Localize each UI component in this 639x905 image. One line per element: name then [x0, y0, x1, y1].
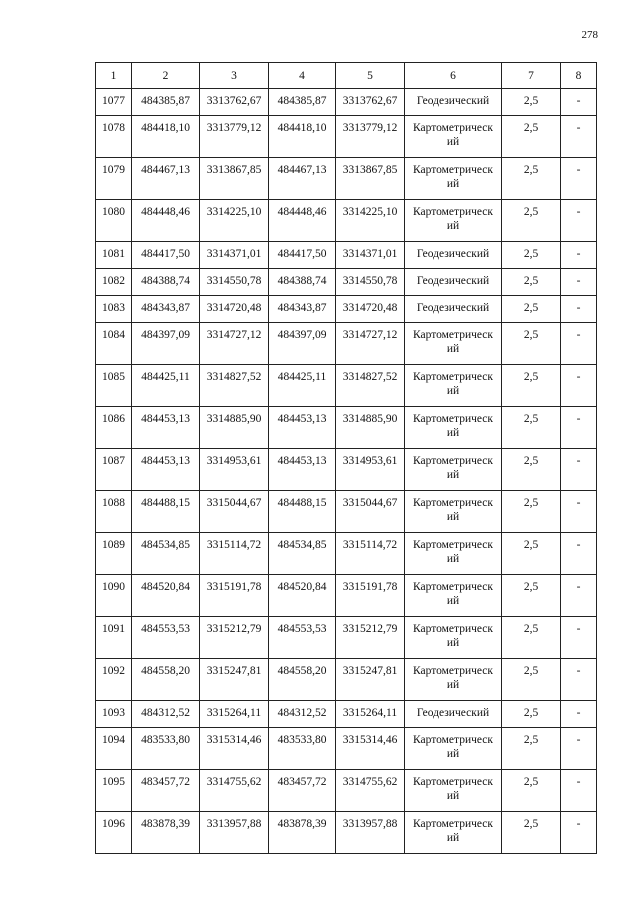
y-coordinate-cell: 3313957,88	[200, 812, 269, 854]
y-coordinate-cell: 3313779,12	[200, 116, 269, 158]
method-cell	[405, 659, 502, 701]
point-number-cell: 1084	[96, 323, 132, 365]
y-coordinate-cell: 3313762,67	[336, 89, 405, 116]
method-cell	[405, 323, 502, 365]
y-coordinate-cell: 3315247,81	[200, 659, 269, 701]
x-coordinate-cell: 484520,84	[132, 575, 200, 617]
method-cell	[405, 296, 502, 323]
point-number-cell: 1079	[96, 158, 132, 200]
column-header: 8	[561, 63, 597, 89]
point-number-cell: 1091	[96, 617, 132, 659]
method-text: Картометрическ	[413, 818, 493, 830]
table-row	[96, 659, 597, 701]
method-text: Геодезический	[416, 707, 490, 719]
column-header: 4	[269, 63, 336, 89]
method-text: ий	[446, 553, 460, 565]
table-row	[96, 158, 597, 200]
method-text: ий	[446, 469, 460, 481]
method-text: ий	[446, 832, 460, 844]
point-number-cell: 1081	[96, 242, 132, 269]
accuracy-cell: 2,5	[502, 728, 561, 770]
method-text: ий	[446, 511, 460, 523]
y-coordinate-cell: 3314953,61	[336, 449, 405, 491]
y-coordinate-cell: 3314371,01	[336, 242, 405, 269]
point-number-cell: 1095	[96, 770, 132, 812]
column-header: 5	[336, 63, 405, 89]
table-row	[96, 449, 597, 491]
x-coordinate-cell: 484453,13	[269, 449, 336, 491]
x-coordinate-cell: 484417,50	[132, 242, 200, 269]
y-coordinate-cell: 3314827,52	[336, 365, 405, 407]
note-cell: -	[561, 770, 597, 812]
note-cell: -	[561, 812, 597, 854]
x-coordinate-cell: 483457,72	[269, 770, 336, 812]
method-text: Геодезический	[416, 95, 490, 107]
x-coordinate-cell: 483533,80	[269, 728, 336, 770]
table-row	[96, 365, 597, 407]
y-coordinate-cell: 3313957,88	[336, 812, 405, 854]
method-text: ий	[446, 343, 460, 355]
method-cell	[405, 158, 502, 200]
x-coordinate-cell: 484453,13	[132, 407, 200, 449]
y-coordinate-cell: 3314885,90	[336, 407, 405, 449]
x-coordinate-cell: 484385,87	[269, 89, 336, 116]
method-cell	[405, 269, 502, 296]
accuracy-cell: 2,5	[502, 491, 561, 533]
method-text: Геодезический	[416, 248, 490, 260]
method-text: Картометрическ	[413, 164, 493, 176]
x-coordinate-cell: 484343,87	[132, 296, 200, 323]
x-coordinate-cell: 484312,52	[132, 701, 200, 728]
point-number-cell: 1087	[96, 449, 132, 491]
x-coordinate-cell: 484397,09	[132, 323, 200, 365]
point-number-cell: 1089	[96, 533, 132, 575]
y-coordinate-cell: 3314225,10	[336, 200, 405, 242]
y-coordinate-cell: 3313867,85	[200, 158, 269, 200]
table-row	[96, 491, 597, 533]
note-cell: -	[561, 617, 597, 659]
x-coordinate-cell: 484312,52	[269, 701, 336, 728]
x-coordinate-cell: 483533,80	[132, 728, 200, 770]
point-number-cell: 1096	[96, 812, 132, 854]
method-cell	[405, 728, 502, 770]
method-cell	[405, 407, 502, 449]
note-cell: -	[561, 116, 597, 158]
method-text: Картометрическ	[413, 122, 493, 134]
y-coordinate-cell: 3315044,67	[336, 491, 405, 533]
note-cell: -	[561, 533, 597, 575]
accuracy-cell: 2,5	[502, 269, 561, 296]
x-coordinate-cell: 484488,15	[269, 491, 336, 533]
x-coordinate-cell: 484453,13	[269, 407, 336, 449]
y-coordinate-cell: 3315264,11	[200, 701, 269, 728]
y-coordinate-cell: 3315314,46	[336, 728, 405, 770]
method-text: Геодезический	[416, 275, 490, 287]
accuracy-cell: 2,5	[502, 323, 561, 365]
y-coordinate-cell: 3315212,79	[336, 617, 405, 659]
x-coordinate-cell: 484425,11	[132, 365, 200, 407]
accuracy-cell: 2,5	[502, 296, 561, 323]
column-header: 7	[502, 63, 561, 89]
table-body	[96, 89, 597, 854]
accuracy-cell: 2,5	[502, 89, 561, 116]
x-coordinate-cell: 483457,72	[132, 770, 200, 812]
method-cell	[405, 812, 502, 854]
x-coordinate-cell: 484553,53	[132, 617, 200, 659]
table-row	[96, 812, 597, 854]
y-coordinate-cell: 3315191,78	[336, 575, 405, 617]
note-cell: -	[561, 200, 597, 242]
accuracy-cell: 2,5	[502, 407, 561, 449]
table-row	[96, 617, 597, 659]
point-number-cell: 1080	[96, 200, 132, 242]
method-text: Картометрическ	[413, 539, 493, 551]
method-text: Геодезический	[416, 302, 490, 314]
y-coordinate-cell: 3314720,48	[336, 296, 405, 323]
x-coordinate-cell: 484553,53	[269, 617, 336, 659]
note-cell: -	[561, 296, 597, 323]
note-cell: -	[561, 491, 597, 533]
point-number-cell: 1082	[96, 269, 132, 296]
y-coordinate-cell: 3314727,12	[336, 323, 405, 365]
method-text: Картометрическ	[413, 371, 493, 383]
method-cell	[405, 575, 502, 617]
y-coordinate-cell: 3314885,90	[200, 407, 269, 449]
accuracy-cell: 2,5	[502, 701, 561, 728]
method-text: ий	[446, 679, 460, 691]
point-number-cell: 1090	[96, 575, 132, 617]
y-coordinate-cell: 3314755,62	[336, 770, 405, 812]
note-cell: -	[561, 575, 597, 617]
y-coordinate-cell: 3314727,12	[200, 323, 269, 365]
method-cell	[405, 449, 502, 491]
accuracy-cell: 2,5	[502, 116, 561, 158]
method-text: Картометрическ	[413, 413, 493, 425]
table-row	[96, 323, 597, 365]
point-number-cell: 1093	[96, 701, 132, 728]
note-cell: -	[561, 269, 597, 296]
method-cell	[405, 617, 502, 659]
method-cell	[405, 365, 502, 407]
x-coordinate-cell: 484558,20	[269, 659, 336, 701]
method-text: ий	[446, 748, 460, 760]
note-cell: -	[561, 365, 597, 407]
method-text: Картометрическ	[413, 206, 493, 218]
accuracy-cell: 2,5	[502, 242, 561, 269]
note-cell: -	[561, 242, 597, 269]
x-coordinate-cell: 484534,85	[269, 533, 336, 575]
method-text: ий	[446, 385, 460, 397]
y-coordinate-cell: 3314371,01	[200, 242, 269, 269]
method-text: ий	[446, 136, 460, 148]
table-row	[96, 701, 597, 728]
table-row	[96, 242, 597, 269]
coordinates-table	[95, 62, 597, 854]
method-text: Картометрическ	[413, 581, 493, 593]
y-coordinate-cell: 3315264,11	[336, 701, 405, 728]
note-cell: -	[561, 659, 597, 701]
x-coordinate-cell: 484418,10	[132, 116, 200, 158]
x-coordinate-cell: 484425,11	[269, 365, 336, 407]
method-text: Картометрическ	[413, 497, 493, 509]
method-cell	[405, 116, 502, 158]
y-coordinate-cell: 3315314,46	[200, 728, 269, 770]
table-row	[96, 407, 597, 449]
point-number-cell: 1094	[96, 728, 132, 770]
x-coordinate-cell: 484453,13	[132, 449, 200, 491]
y-coordinate-cell: 3313779,12	[336, 116, 405, 158]
accuracy-cell: 2,5	[502, 770, 561, 812]
table-row	[96, 296, 597, 323]
note-cell: -	[561, 728, 597, 770]
y-coordinate-cell: 3315247,81	[336, 659, 405, 701]
x-coordinate-cell: 484488,15	[132, 491, 200, 533]
accuracy-cell: 2,5	[502, 449, 561, 491]
y-coordinate-cell: 3314550,78	[336, 269, 405, 296]
note-cell: -	[561, 407, 597, 449]
table-row	[96, 116, 597, 158]
x-coordinate-cell: 484385,87	[132, 89, 200, 116]
column-header: 6	[405, 63, 502, 89]
x-coordinate-cell: 484343,87	[269, 296, 336, 323]
method-cell	[405, 89, 502, 116]
table-header-row	[96, 63, 597, 89]
point-number-cell: 1078	[96, 116, 132, 158]
method-text: Картометрическ	[413, 734, 493, 746]
y-coordinate-cell: 3314720,48	[200, 296, 269, 323]
column-header: 1	[96, 63, 132, 89]
table-row	[96, 575, 597, 617]
accuracy-cell: 2,5	[502, 812, 561, 854]
column-header: 2	[132, 63, 200, 89]
x-coordinate-cell: 484448,46	[132, 200, 200, 242]
note-cell: -	[561, 323, 597, 365]
table-row	[96, 533, 597, 575]
accuracy-cell: 2,5	[502, 659, 561, 701]
y-coordinate-cell: 3315191,78	[200, 575, 269, 617]
method-text: Картометрическ	[413, 329, 493, 341]
table-row	[96, 89, 597, 116]
note-cell: -	[561, 701, 597, 728]
accuracy-cell: 2,5	[502, 158, 561, 200]
y-coordinate-cell: 3314550,78	[200, 269, 269, 296]
x-coordinate-cell: 484467,13	[132, 158, 200, 200]
y-coordinate-cell: 3314225,10	[200, 200, 269, 242]
method-text: Картометрическ	[413, 623, 493, 635]
method-text: ий	[446, 595, 460, 607]
method-text: Картометрическ	[413, 776, 493, 788]
note-cell: -	[561, 89, 597, 116]
method-cell	[405, 242, 502, 269]
method-text: ий	[446, 790, 460, 802]
x-coordinate-cell: 484448,46	[269, 200, 336, 242]
y-coordinate-cell: 3314953,61	[200, 449, 269, 491]
point-number-cell: 1086	[96, 407, 132, 449]
method-text: ий	[446, 220, 460, 232]
x-coordinate-cell: 484534,85	[132, 533, 200, 575]
y-coordinate-cell: 3315114,72	[200, 533, 269, 575]
x-coordinate-cell: 484520,84	[269, 575, 336, 617]
method-text: Картометрическ	[413, 455, 493, 467]
method-cell	[405, 200, 502, 242]
method-cell	[405, 533, 502, 575]
page-number: 278	[581, 29, 598, 41]
accuracy-cell: 2,5	[502, 365, 561, 407]
y-coordinate-cell: 3315212,79	[200, 617, 269, 659]
x-coordinate-cell: 484558,20	[132, 659, 200, 701]
y-coordinate-cell: 3314755,62	[200, 770, 269, 812]
x-coordinate-cell: 483878,39	[132, 812, 200, 854]
table-row	[96, 200, 597, 242]
table-row	[96, 770, 597, 812]
method-text: ий	[446, 637, 460, 649]
y-coordinate-cell: 3313762,67	[200, 89, 269, 116]
accuracy-cell: 2,5	[502, 575, 561, 617]
method-cell	[405, 701, 502, 728]
method-text: ий	[446, 178, 460, 190]
x-coordinate-cell: 484417,50	[269, 242, 336, 269]
column-header: 3	[200, 63, 269, 89]
point-number-cell: 1083	[96, 296, 132, 323]
method-cell	[405, 491, 502, 533]
point-number-cell: 1088	[96, 491, 132, 533]
x-coordinate-cell: 484467,13	[269, 158, 336, 200]
method-text: Картометрическ	[413, 665, 493, 677]
point-number-cell: 1092	[96, 659, 132, 701]
note-cell: -	[561, 158, 597, 200]
accuracy-cell: 2,5	[502, 533, 561, 575]
point-number-cell: 1077	[96, 89, 132, 116]
y-coordinate-cell: 3315044,67	[200, 491, 269, 533]
table-row	[96, 728, 597, 770]
y-coordinate-cell: 3315114,72	[336, 533, 405, 575]
accuracy-cell: 2,5	[502, 200, 561, 242]
point-number-cell: 1085	[96, 365, 132, 407]
table-row	[96, 269, 597, 296]
x-coordinate-cell: 484388,74	[269, 269, 336, 296]
x-coordinate-cell: 483878,39	[269, 812, 336, 854]
accuracy-cell: 2,5	[502, 617, 561, 659]
x-coordinate-cell: 484397,09	[269, 323, 336, 365]
y-coordinate-cell: 3313867,85	[336, 158, 405, 200]
x-coordinate-cell: 484388,74	[132, 269, 200, 296]
method-text: ий	[446, 427, 460, 439]
y-coordinate-cell: 3314827,52	[200, 365, 269, 407]
x-coordinate-cell: 484418,10	[269, 116, 336, 158]
method-cell	[405, 770, 502, 812]
note-cell: -	[561, 449, 597, 491]
